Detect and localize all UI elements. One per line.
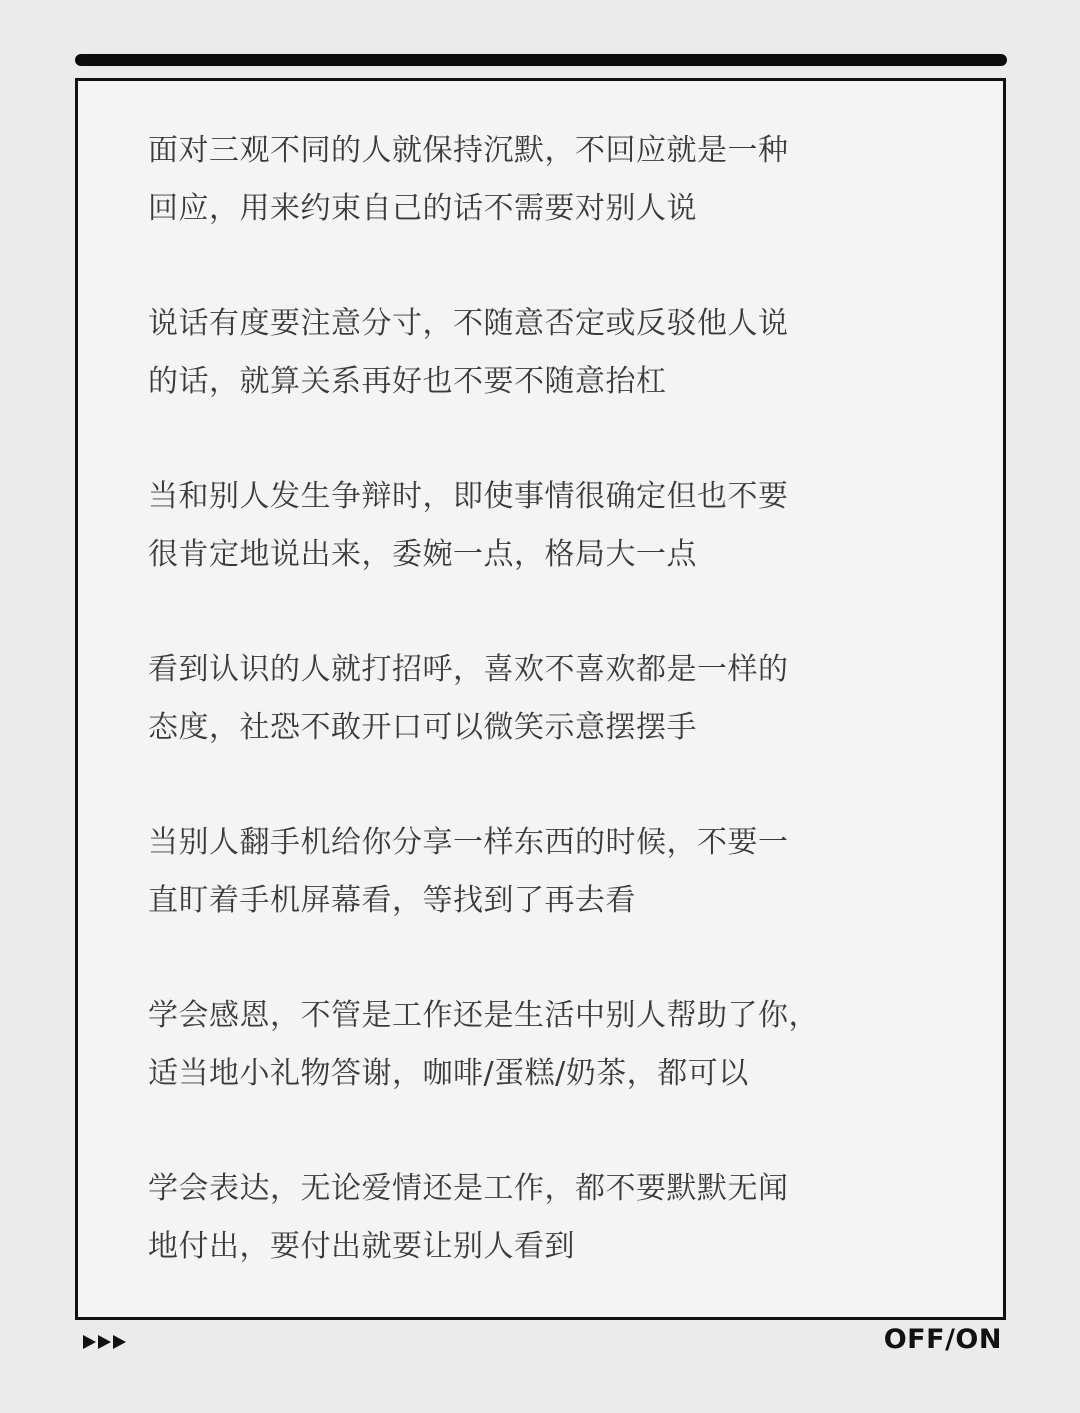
paragraph: [148, 987, 848, 1102]
paragraph-line: 的话，就算关系再好也不要不随意抬杠: [148, 363, 667, 399]
paragraph-line: 学会感恩，不管是工作还是生活中别人帮助了你，: [148, 998, 819, 1033]
paragraph-line: 很肯定地说出来，委婉一点，格局大一点: [148, 536, 697, 572]
paragraph-line: 地付出，要付出就要让别人看到: [148, 1228, 575, 1264]
top-bar: [75, 54, 1007, 66]
paragraph: [148, 295, 848, 410]
brand-logo: OFF/ON: [883, 1324, 1002, 1355]
text-card: [75, 78, 1006, 1320]
paragraph-line: 直盯着手机屏幕看，等找到了再去看: [148, 882, 636, 918]
paragraph-line: 态度，社恐不敢开口可以微笑示意摆摆手: [148, 709, 697, 745]
paragraph-line: 学会表达，无论爱情还是工作，都不要默默无闻: [148, 1171, 789, 1206]
paragraph-line: 看到认识的人就打招呼，喜欢不喜欢都是一样的: [148, 652, 789, 687]
paragraph: [148, 468, 848, 583]
paragraph-line: 当别人翻手机给你分享一样东西的时候，不要一: [148, 825, 789, 860]
paragraph-line: 回应，用来约束自己的话不需要对别人说: [148, 190, 697, 226]
paragraph-line: 面对三观不同的人就保持沉默，不回应就是一种: [148, 133, 789, 168]
paragraph: [148, 1160, 848, 1275]
paragraph: [148, 641, 848, 756]
paragraph: [148, 814, 848, 929]
paragraph: [148, 122, 848, 237]
paragraph-line: 适当地小礼物答谢，咖啡/蛋糕/奶茶，都可以: [148, 1055, 749, 1091]
paragraph-line: 当和别人发生争辩时，即使事情很确定但也不要: [148, 479, 789, 514]
paragraph-list: [148, 122, 848, 1333]
paragraph-line: 说话有度要注意分寸，不随意否定或反驳他人说: [148, 306, 789, 341]
triple-play-arrows-icon: [83, 1333, 127, 1351]
